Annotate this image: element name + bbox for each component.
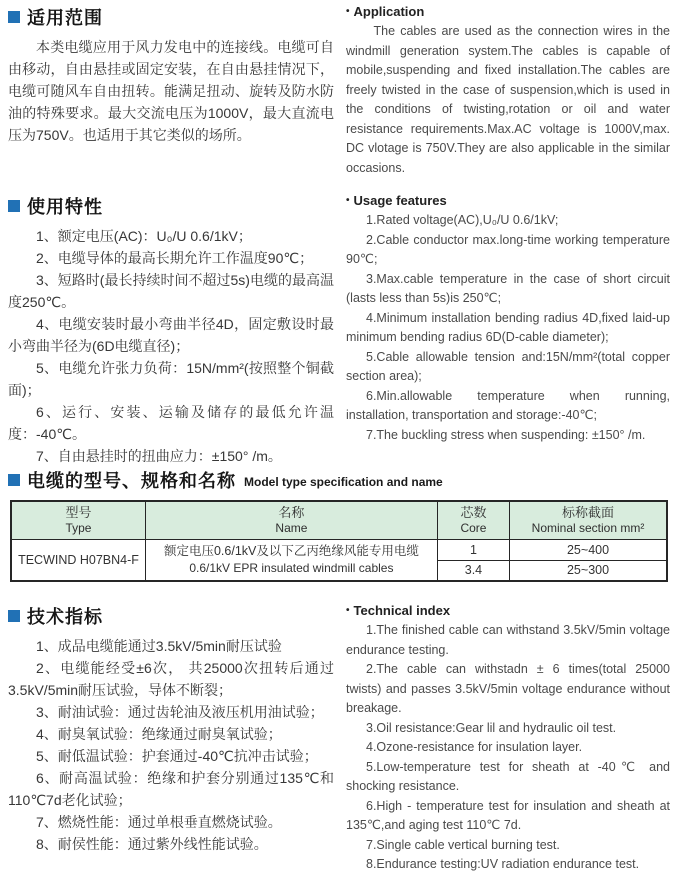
blue-square-icon xyxy=(8,474,20,486)
col-header-section-en: Nominal section mm² xyxy=(531,520,645,535)
col-header-name-zh: 名称 xyxy=(278,504,305,520)
application-title-zh-text: 适用范围 xyxy=(27,8,103,28)
technical-item-en: 7.Single cable vertical burning test. xyxy=(366,837,560,852)
usage-item-en: 3.Max.cable temperature in the case of short circuit (lasts less than 5s)is 250℃; xyxy=(346,271,670,305)
blue-square-icon xyxy=(8,200,20,212)
usage-item-zh: 1、额定电压(AC)：U₀/U 0.6/1kV； xyxy=(36,228,252,244)
application-paragraph-zh: 本类电缆应用于风力发电中的连接线。电缆可自由移动，自由悬挂或固定安装，在自由悬挂情况下，电缆可随风车自由扭转。能满足扭动、旋转及防水防油的特殊要求。最大交流电压为1000V，最大直流电压为750V。也适用于其它类似的场所。 xyxy=(8,39,334,143)
bullet-dot-icon: • xyxy=(346,605,350,616)
application-title-en xyxy=(346,4,670,19)
col-header-section-zh: 标称截面 xyxy=(562,504,615,520)
blue-square-icon xyxy=(8,11,20,23)
technical-item-en: 5.Low-temperature test for sheath at -40℃ and shocking resistance. xyxy=(346,759,670,793)
cell-section-value: 25~300 xyxy=(510,560,667,581)
cell-core-value: 1 xyxy=(437,539,509,560)
technical-item-zh: 4、耐臭氧试验：绝缘通过耐臭氧试验； xyxy=(36,726,282,742)
technical-item-zh: 7、燃烧性能：通过单根垂直燃烧试验。 xyxy=(36,814,282,830)
usage-title-zh-text: 使用特性 xyxy=(27,197,103,217)
blue-square-icon xyxy=(8,610,20,622)
usage-item-zh: 2、电缆导体的最高长期允许工作温度90℃； xyxy=(36,250,314,266)
application-title-en-text: Application xyxy=(353,4,425,19)
technical-item-en: 3.Oil resistance:Gear lil and hydraulic oil test. xyxy=(366,720,617,735)
cell-name-value xyxy=(145,539,437,581)
usage-item-zh: 6、运行、安装、运输及储存的最低允许温度：-40℃。 xyxy=(8,404,334,442)
section-application xyxy=(8,4,670,178)
technical-item-zh: 3、耐油试验：通过齿轮油及液压机用油试验； xyxy=(36,704,324,720)
technical-title-en-text: Technical index xyxy=(353,603,451,618)
cell-name-zh: 额定电压0.6/1kV及以下乙丙绝缘风能专用电缆 xyxy=(163,544,419,559)
section-model-table xyxy=(8,467,670,582)
technical-item-zh: 8、耐侯性能：通过紫外线性能试验。 xyxy=(36,836,268,852)
bullet-dot-icon: • xyxy=(346,195,350,206)
usage-item-en: 6.Min.allowable temperature when running, installation, transportation and storage:-40℃; xyxy=(346,388,670,422)
technical-title-zh-text: 技术指标 xyxy=(27,607,103,627)
technical-item-en: 8.Endurance testing:UV radiation endurance test. xyxy=(366,857,640,871)
col-header-name xyxy=(145,501,437,539)
col-header-type-zh: 型号 xyxy=(65,504,92,520)
model-table xyxy=(10,500,668,582)
cell-section-value: 25~400 xyxy=(510,539,667,560)
technical-item-en: 4.Ozone-resistance for insulation layer. xyxy=(366,740,583,754)
cell-core-value: 3.4 xyxy=(437,560,509,581)
usage-item-en: 4.Minimum installation bending radius 4D,fixed laid-up minimum bending radius 6D(D-cable diameter); xyxy=(346,310,670,344)
col-header-name-en: Name xyxy=(275,520,308,535)
technical-item-zh: 1、成品电缆能通过3.5kV/5min耐压试验 xyxy=(36,638,282,654)
technical-title-en xyxy=(346,603,670,618)
usage-item-zh: 3、短路时(最长持续时间不超过5s)电缆的最高温度250℃。 xyxy=(8,272,334,310)
col-header-core xyxy=(437,501,509,539)
col-header-core-zh: 芯数 xyxy=(460,504,487,520)
usage-item-zh: 5、电缆允许张力负荷：15N/mm²(按照整个铜截面)； xyxy=(8,360,334,398)
technical-item-zh: 2、电缆能经受±6次， 共25000次扭转后通过3.5kV/5min耐压试验，导体不断裂； xyxy=(8,660,334,698)
col-header-type-en: Type xyxy=(65,520,92,535)
technical-item-zh: 6、耐高温试验：绝缘和护套分别通过135℃和110℃7d老化试验； xyxy=(8,770,334,808)
usage-title-zh xyxy=(8,193,334,219)
usage-title-en xyxy=(346,193,670,208)
usage-title-en-text: Usage features xyxy=(353,193,447,208)
section-usage-features xyxy=(8,193,670,467)
model-title xyxy=(8,467,670,493)
col-header-type xyxy=(11,501,145,539)
cell-name-en: 0.6/1kV EPR insulated windmill cables xyxy=(189,561,394,576)
usage-item-en: 2.Cable conductor max.long-time working temperature 90℃; xyxy=(346,232,670,266)
technical-item-en: 1.The finished cable can withstand 3.5kV/5min voltage endurance testing. xyxy=(346,623,670,657)
technical-title-zh xyxy=(8,603,334,629)
section-technical-index xyxy=(8,603,670,875)
technical-item-zh: 5、耐低温试验：护套通过-40℃抗冲击试验； xyxy=(36,748,318,764)
table-row xyxy=(11,539,667,560)
usage-item-zh: 4、电缆安装时最小弯曲半径4D，固定敷设时最小弯曲半径为(6D电缆直径)； xyxy=(8,316,334,354)
application-title-zh xyxy=(8,4,334,30)
bullet-dot-icon: • xyxy=(346,6,350,17)
application-paragraph-en: The cables are used as the connection wires in the windmill generation system.The cables is capable of mobile,suspending and fixed installation.The cables are freely twisted in the case of suspension,which is used in the conditions of twisting,rotation or oil and water resistance requirements.Max.AC voltage is 1000V,max. DC vlotage is 750V.They are also applicable in the similar occasions. xyxy=(346,24,670,175)
technical-item-en: 2.The cable can withstadn ± 6 times(total 25000 twists) and passes 3.5kV/5min voltage endurance without breakage. xyxy=(346,662,670,715)
model-title-en-text: Model type specification and name xyxy=(244,475,443,489)
col-header-section xyxy=(510,501,667,539)
usage-item-en: 1.Rated voltage(AC),U₀/U 0.6/1kV; xyxy=(366,213,559,227)
technical-item-en: 6.High - temperature test for insulation and sheath at 135℃,and aging test 110℃ 7d. xyxy=(346,798,670,832)
table-header-row xyxy=(11,501,667,539)
col-header-core-en: Core xyxy=(460,520,487,535)
usage-item-en: 5.Cable allowable tension and:15N/mm²(total copper section area); xyxy=(346,349,670,383)
usage-item-en: 7.The buckling stress when suspending: ±150° /m. xyxy=(366,427,646,442)
model-title-zh-text: 电缆的型号、规格和名称 xyxy=(27,471,236,491)
usage-item-zh: 7、自由悬挂时的扭曲应力：±150° /m。 xyxy=(36,448,282,464)
cell-type-value: TECWIND H07BN4-F xyxy=(11,539,145,581)
